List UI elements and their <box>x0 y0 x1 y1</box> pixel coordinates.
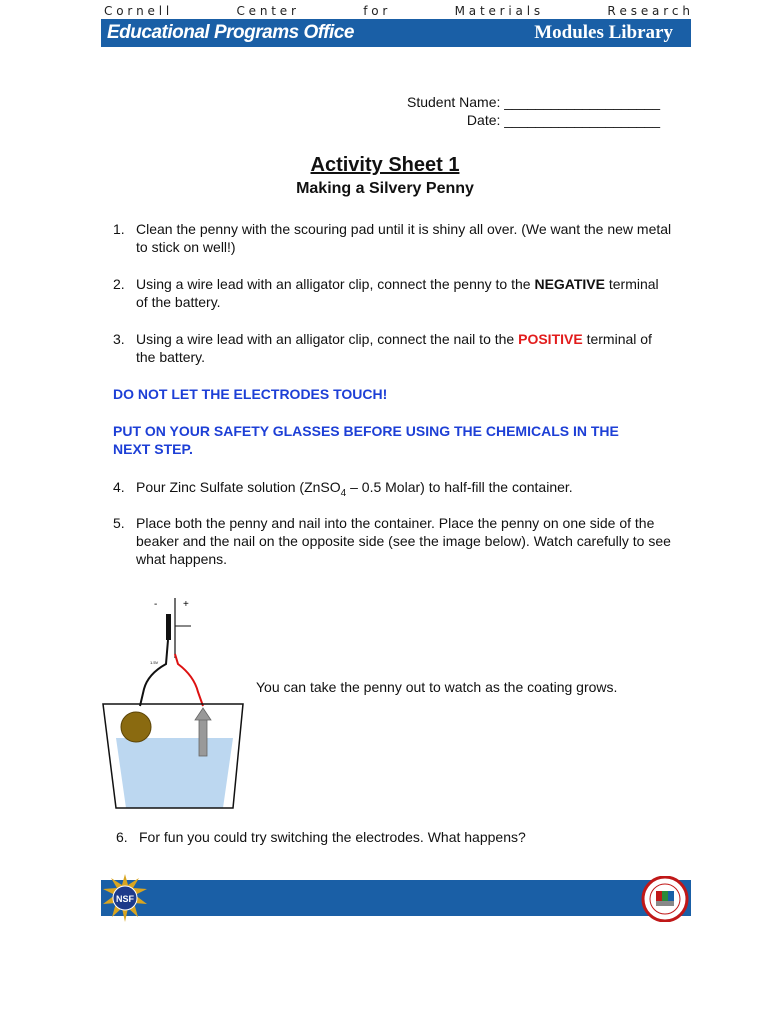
step-text-part: Using a wire lead with an alligator clip, connect the nail to the <box>136 331 519 347</box>
positive-wire <box>175 654 203 706</box>
step-number: 6. <box>116 829 128 845</box>
penny <box>121 712 151 742</box>
header-word-1: C o r n e l l <box>104 4 170 18</box>
ccmr-seal-icon <box>640 876 690 922</box>
step-text: For fun you could try switching the electrodes. What happens? <box>139 829 526 845</box>
step-number: 3. <box>113 331 125 347</box>
step-text <box>136 478 673 503</box>
step-2 <box>113 275 673 311</box>
header-word-2: C e n t e r <box>236 4 296 18</box>
step-text-part: terminal of the battery. <box>136 276 659 310</box>
date-field: Date: ____________________ <box>466 112 660 128</box>
header-word-3: f o r <box>363 4 388 18</box>
step-4 <box>113 478 673 503</box>
minus-label: - <box>154 599 158 610</box>
step-text-part: Using a wire lead with an alligator clip, connect the penny to the <box>136 276 535 292</box>
step-text-part: Pour Zinc Sulfate solution (ZnSO <box>136 479 341 495</box>
header-word-5: R e s e a r c h <box>607 4 690 18</box>
battery-label: 1.5V <box>150 660 159 665</box>
step-text-part: – 0.5 Molar) to half-fill the container. <box>346 479 573 495</box>
nail <box>199 718 207 756</box>
diagram-caption: You can take the penny out to watch as the coating grows. <box>256 679 618 695</box>
step-text <box>136 275 673 311</box>
step-number: 2. <box>113 276 125 292</box>
subscript: 4 <box>340 487 347 499</box>
footer-bar <box>101 880 691 916</box>
step-text-part: terminal of the battery. <box>136 331 652 365</box>
electroplating-diagram <box>98 594 248 830</box>
step-3 <box>113 330 673 366</box>
library-name: Modules Library <box>534 22 673 43</box>
warning-glasses: PUT ON YOUR SAFETY GLASSES BEFORE USING THE CHEMICALS IN THE NEXT STEP. <box>113 423 619 457</box>
step-number: 4. <box>113 479 125 495</box>
page-title: Activity Sheet 1 <box>310 154 460 176</box>
page-subtitle: Making a Silvery Penny <box>296 180 474 197</box>
header-institution <box>104 3 690 19</box>
step-text: Place both the penny and nail into the container. Place the penny on one side of the beaker and the nail on the opposite side (see the image below). Watch carefully to see what happens. <box>136 515 671 567</box>
header-word-4: M a t e r i a l s <box>454 4 541 18</box>
step-6 <box>116 828 676 846</box>
nsf-logo-text: NSF <box>116 894 134 904</box>
step-text: Clean the penny with the scouring pad until it is shiny all over. (We want the new metal to stick on well!) <box>136 221 672 255</box>
step-5 <box>113 514 673 568</box>
step-1 <box>113 220 673 256</box>
positive-label: POSITIVE <box>518 331 583 347</box>
student-name-field: Student Name: ____________________ <box>407 94 660 110</box>
negative-label: NEGATIVE <box>534 276 605 292</box>
solution <box>116 738 233 808</box>
step-text <box>136 330 673 366</box>
step-number: 5. <box>113 515 125 531</box>
header-banner <box>101 19 691 47</box>
warning-touch: DO NOT LET THE ELECTRODES TOUCH! <box>113 386 388 402</box>
nail-head <box>195 708 211 720</box>
battery-negative-plate <box>166 614 171 640</box>
plus-label: + <box>183 599 189 610</box>
nsf-logo-icon <box>100 873 150 923</box>
negative-wire <box>140 640 168 706</box>
step-number: 1. <box>113 221 125 237</box>
office-name: Educational Programs Office <box>107 22 354 43</box>
